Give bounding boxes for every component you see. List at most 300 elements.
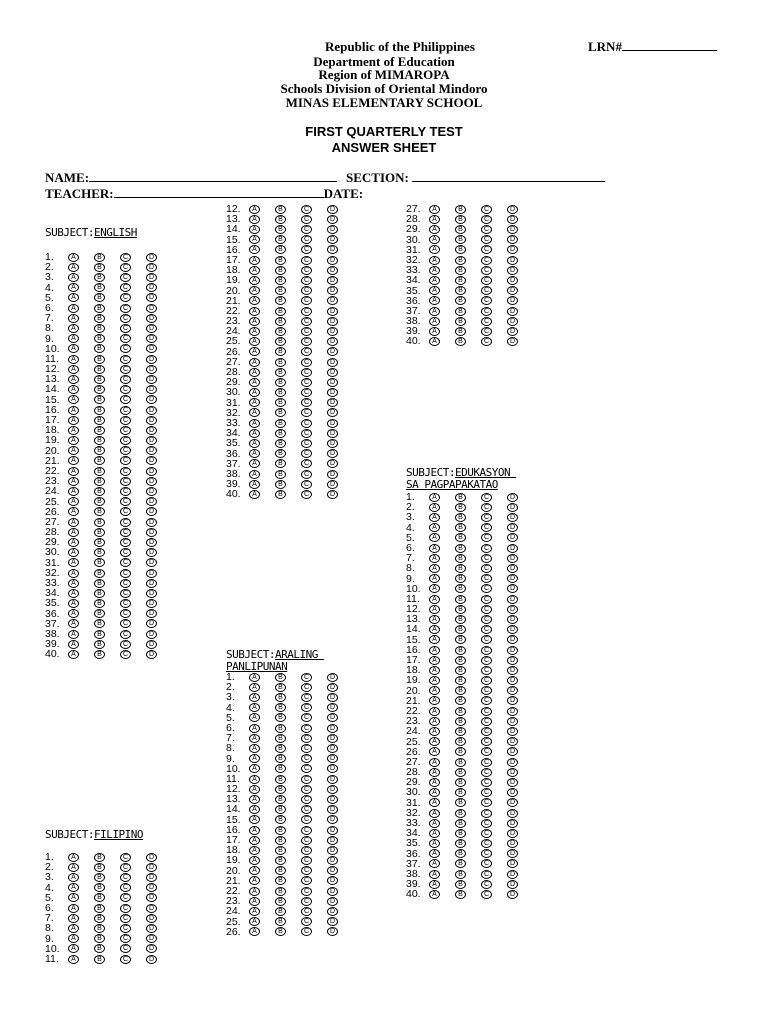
bubble-c[interactable]: C (301, 225, 312, 234)
bubble-a[interactable]: A (68, 487, 79, 496)
bubble-b[interactable]: B (275, 775, 286, 784)
bubble-c[interactable]: C (481, 737, 492, 746)
bubble-d[interactable]: D (507, 235, 518, 244)
bubble-b[interactable]: B (94, 344, 105, 353)
bubble-b[interactable]: B (455, 245, 466, 254)
bubble-b[interactable]: B (275, 744, 286, 753)
bubble-c[interactable]: C (120, 934, 131, 943)
bubble-b[interactable]: B (455, 890, 466, 899)
bubble-b[interactable]: B (94, 924, 105, 933)
bubble-d[interactable]: D (327, 256, 338, 265)
bubble-a[interactable]: A (249, 917, 260, 926)
bubble-d[interactable]: D (146, 548, 157, 557)
bubble-a[interactable]: A (429, 256, 440, 265)
bubble-c[interactable]: C (301, 480, 312, 489)
bubble-b[interactable]: B (275, 408, 286, 417)
bubble-d[interactable]: D (146, 456, 157, 465)
bubble-d[interactable]: D (146, 273, 157, 282)
bubble-b[interactable]: B (275, 398, 286, 407)
bubble-d[interactable]: D (146, 883, 157, 892)
bubble-b[interactable]: B (94, 375, 105, 384)
bubble-a[interactable]: A (249, 683, 260, 692)
bubble-c[interactable]: C (481, 605, 492, 614)
bubble-a[interactable]: A (429, 686, 440, 695)
bubble-c[interactable]: C (481, 266, 492, 275)
bubble-c[interactable]: C (481, 666, 492, 675)
bubble-a[interactable]: A (429, 327, 440, 336)
bubble-b[interactable]: B (455, 605, 466, 614)
bubble-c[interactable]: C (481, 493, 492, 502)
bubble-c[interactable]: C (481, 513, 492, 522)
bubble-a[interactable]: A (68, 640, 79, 649)
bubble-a[interactable]: A (249, 927, 260, 936)
bubble-c[interactable]: C (481, 768, 492, 777)
bubble-d[interactable]: D (507, 503, 518, 512)
bubble-a[interactable]: A (249, 805, 260, 814)
bubble-c[interactable]: C (120, 477, 131, 486)
bubble-a[interactable]: A (249, 856, 260, 865)
bubble-a[interactable]: A (249, 235, 260, 244)
bubble-a[interactable]: A (68, 609, 79, 618)
bubble-b[interactable]: B (275, 724, 286, 733)
bubble-a[interactable]: A (429, 266, 440, 275)
bubble-c[interactable]: C (481, 798, 492, 807)
bubble-a[interactable]: A (68, 538, 79, 547)
bubble-d[interactable]: D (327, 337, 338, 346)
bubble-b[interactable]: B (94, 599, 105, 608)
bubble-d[interactable]: D (507, 533, 518, 542)
bubble-a[interactable]: A (429, 225, 440, 234)
bubble-b[interactable]: B (94, 355, 105, 364)
bubble-d[interactable]: D (327, 470, 338, 479)
bubble-d[interactable]: D (507, 768, 518, 777)
bubble-b[interactable]: B (94, 548, 105, 557)
bubble-a[interactable]: A (68, 944, 79, 953)
bubble-b[interactable]: B (455, 778, 466, 787)
bubble-a[interactable]: A (429, 859, 440, 868)
bubble-b[interactable]: B (455, 646, 466, 655)
bubble-a[interactable]: A (68, 324, 79, 333)
bubble-a[interactable]: A (249, 245, 260, 254)
bubble-d[interactable]: D (146, 385, 157, 394)
bubble-a[interactable]: A (249, 429, 260, 438)
bubble-a[interactable]: A (429, 337, 440, 346)
bubble-b[interactable]: B (455, 758, 466, 767)
bubble-b[interactable]: B (275, 470, 286, 479)
bubble-b[interactable]: B (455, 859, 466, 868)
bubble-b[interactable]: B (275, 449, 286, 458)
bubble-a[interactable]: A (68, 497, 79, 506)
bubble-b[interactable]: B (455, 544, 466, 553)
bubble-c[interactable]: C (301, 347, 312, 356)
bubble-b[interactable]: B (275, 245, 286, 254)
bubble-b[interactable]: B (94, 436, 105, 445)
bubble-a[interactable]: A (249, 866, 260, 875)
bubble-b[interactable]: B (455, 717, 466, 726)
bubble-d[interactable]: D (507, 337, 518, 346)
bubble-d[interactable]: D (507, 839, 518, 848)
bubble-c[interactable]: C (301, 805, 312, 814)
bubble-b[interactable]: B (455, 747, 466, 756)
bubble-c[interactable]: C (481, 544, 492, 553)
bubble-c[interactable]: C (301, 439, 312, 448)
bubble-d[interactable]: D (507, 696, 518, 705)
bubble-d[interactable]: D (146, 477, 157, 486)
bubble-c[interactable]: C (120, 924, 131, 933)
bubble-a[interactable]: A (249, 876, 260, 885)
bubble-d[interactable]: D (327, 490, 338, 499)
bubble-c[interactable]: C (481, 646, 492, 655)
bubble-d[interactable]: D (146, 334, 157, 343)
bubble-d[interactable]: D (327, 703, 338, 712)
bubble-b[interactable]: B (455, 656, 466, 665)
bubble-d[interactable]: D (327, 245, 338, 254)
bubble-a[interactable]: A (249, 734, 260, 743)
bubble-c[interactable]: C (481, 574, 492, 583)
bubble-d[interactable]: D (327, 235, 338, 244)
bubble-c[interactable]: C (120, 640, 131, 649)
bubble-c[interactable]: C (120, 873, 131, 882)
bubble-c[interactable]: C (301, 826, 312, 835)
bubble-c[interactable]: C (301, 724, 312, 733)
bubble-b[interactable]: B (455, 296, 466, 305)
bubble-c[interactable]: C (301, 744, 312, 753)
bubble-a[interactable]: A (249, 887, 260, 896)
bubble-b[interactable]: B (94, 914, 105, 923)
bubble-d[interactable]: D (507, 880, 518, 889)
bubble-c[interactable]: C (120, 446, 131, 455)
bubble-a[interactable]: A (68, 293, 79, 302)
bubble-d[interactable]: D (507, 890, 518, 899)
bubble-d[interactable]: D (327, 856, 338, 865)
bubble-d[interactable]: D (327, 408, 338, 417)
bubble-a[interactable]: A (429, 870, 440, 879)
bubble-a[interactable]: A (249, 724, 260, 733)
bubble-a[interactable]: A (429, 286, 440, 295)
bubble-a[interactable]: A (249, 815, 260, 824)
bubble-c[interactable]: C (120, 558, 131, 567)
bubble-c[interactable]: C (120, 528, 131, 537)
bubble-a[interactable]: A (429, 727, 440, 736)
bubble-c[interactable]: C (301, 713, 312, 722)
bubble-b[interactable]: B (275, 887, 286, 896)
bubble-a[interactable]: A (429, 798, 440, 807)
bubble-a[interactable]: A (429, 707, 440, 716)
bubble-d[interactable]: D (327, 887, 338, 896)
bubble-c[interactable]: C (481, 533, 492, 542)
bubble-b[interactable]: B (455, 225, 466, 234)
bubble-a[interactable]: A (68, 263, 79, 272)
bubble-d[interactable]: D (327, 266, 338, 275)
bubble-b[interactable]: B (455, 849, 466, 858)
bubble-c[interactable]: C (120, 365, 131, 374)
bubble-a[interactable]: A (429, 849, 440, 858)
bubble-c[interactable]: C (120, 609, 131, 618)
bubble-d[interactable]: D (146, 436, 157, 445)
bubble-d[interactable]: D (507, 686, 518, 695)
bubble-c[interactable]: C (481, 625, 492, 634)
bubble-a[interactable]: A (429, 564, 440, 573)
bubble-b[interactable]: B (275, 815, 286, 824)
bubble-c[interactable]: C (481, 747, 492, 756)
bubble-c[interactable]: C (120, 253, 131, 262)
bubble-b[interactable]: B (94, 863, 105, 872)
bubble-a[interactable]: A (68, 385, 79, 394)
bubble-c[interactable]: C (120, 883, 131, 892)
bubble-a[interactable]: A (249, 846, 260, 855)
bubble-d[interactable]: D (327, 480, 338, 489)
bubble-c[interactable]: C (301, 378, 312, 387)
bubble-a[interactable]: A (249, 408, 260, 417)
bubble-a[interactable]: A (429, 584, 440, 593)
bubble-c[interactable]: C (481, 245, 492, 254)
bubble-a[interactable]: A (249, 795, 260, 804)
bubble-d[interactable]: D (327, 419, 338, 428)
bubble-a[interactable]: A (68, 873, 79, 882)
bubble-b[interactable]: B (94, 477, 105, 486)
bubble-c[interactable]: C (301, 205, 312, 214)
bubble-b[interactable]: B (455, 870, 466, 879)
bubble-c[interactable]: C (120, 283, 131, 292)
bubble-d[interactable]: D (327, 754, 338, 763)
bubble-b[interactable]: B (94, 416, 105, 425)
bubble-a[interactable]: A (249, 744, 260, 753)
bubble-b[interactable]: B (455, 327, 466, 336)
bubble-a[interactable]: A (429, 276, 440, 285)
bubble-a[interactable]: A (249, 398, 260, 407)
bubble-d[interactable]: D (327, 775, 338, 784)
bubble-d[interactable]: D (146, 395, 157, 404)
bubble-d[interactable]: D (146, 263, 157, 272)
bubble-d[interactable]: D (146, 426, 157, 435)
bubble-a[interactable]: A (429, 307, 440, 316)
bubble-d[interactable]: D (507, 256, 518, 265)
bubble-a[interactable]: A (429, 747, 440, 756)
bubble-c[interactable]: C (481, 727, 492, 736)
bubble-d[interactable]: D (146, 528, 157, 537)
bubble-a[interactable]: A (429, 544, 440, 553)
bubble-a[interactable]: A (429, 839, 440, 848)
bubble-d[interactable]: D (507, 615, 518, 624)
bubble-b[interactable]: B (455, 503, 466, 512)
bubble-b[interactable]: B (275, 683, 286, 692)
bubble-a[interactable]: A (68, 630, 79, 639)
bubble-d[interactable]: D (507, 564, 518, 573)
bubble-d[interactable]: D (327, 917, 338, 926)
bubble-d[interactable]: D (146, 619, 157, 628)
bubble-b[interactable]: B (275, 337, 286, 346)
bubble-c[interactable]: C (481, 276, 492, 285)
bubble-c[interactable]: C (120, 863, 131, 872)
bubble-a[interactable]: A (429, 554, 440, 563)
bubble-d[interactable]: D (146, 467, 157, 476)
bubble-c[interactable]: C (120, 518, 131, 527)
bubble-d[interactable]: D (507, 513, 518, 522)
bubble-d[interactable]: D (507, 523, 518, 532)
bubble-a[interactable]: A (249, 276, 260, 285)
bubble-c[interactable]: C (120, 904, 131, 913)
bubble-b[interactable]: B (94, 873, 105, 882)
bubble-b[interactable]: B (94, 283, 105, 292)
bubble-a[interactable]: A (68, 253, 79, 262)
bubble-a[interactable]: A (68, 955, 79, 964)
bubble-a[interactable]: A (429, 615, 440, 624)
bubble-b[interactable]: B (455, 615, 466, 624)
bubble-c[interactable]: C (481, 717, 492, 726)
bubble-b[interactable]: B (275, 378, 286, 387)
bubble-a[interactable]: A (249, 713, 260, 722)
bubble-c[interactable]: C (481, 205, 492, 214)
bubble-d[interactable]: D (507, 554, 518, 563)
bubble-b[interactable]: B (275, 927, 286, 936)
bubble-a[interactable]: A (68, 507, 79, 516)
bubble-c[interactable]: C (120, 334, 131, 343)
bubble-d[interactable]: D (146, 944, 157, 953)
bubble-a[interactable]: A (68, 436, 79, 445)
bubble-c[interactable]: C (120, 263, 131, 272)
bubble-c[interactable]: C (481, 839, 492, 848)
bubble-c[interactable]: C (481, 584, 492, 593)
bubble-b[interactable]: B (275, 826, 286, 835)
bubble-c[interactable]: C (481, 890, 492, 899)
bubble-a[interactable]: A (68, 334, 79, 343)
bubble-c[interactable]: C (301, 296, 312, 305)
bubble-c[interactable]: C (301, 836, 312, 845)
bubble-c[interactable]: C (301, 897, 312, 906)
bubble-b[interactable]: B (455, 798, 466, 807)
bubble-b[interactable]: B (275, 439, 286, 448)
bubble-d[interactable]: D (146, 324, 157, 333)
bubble-c[interactable]: C (481, 595, 492, 604)
bubble-d[interactable]: D (327, 225, 338, 234)
bubble-c[interactable]: C (481, 235, 492, 244)
bubble-c[interactable]: C (120, 579, 131, 588)
bubble-c[interactable]: C (481, 307, 492, 316)
bubble-b[interactable]: B (455, 564, 466, 573)
bubble-b[interactable]: B (455, 266, 466, 275)
bubble-b[interactable]: B (94, 904, 105, 913)
bubble-b[interactable]: B (455, 696, 466, 705)
bubble-d[interactable]: D (327, 764, 338, 773)
bubble-d[interactable]: D (327, 826, 338, 835)
bubble-b[interactable]: B (455, 768, 466, 777)
bubble-b[interactable]: B (94, 497, 105, 506)
bubble-b[interactable]: B (455, 819, 466, 828)
bubble-a[interactable]: A (249, 378, 260, 387)
bubble-d[interactable]: D (507, 286, 518, 295)
bubble-d[interactable]: D (146, 893, 157, 902)
bubble-c[interactable]: C (301, 235, 312, 244)
bubble-b[interactable]: B (275, 429, 286, 438)
bubble-d[interactable]: D (327, 388, 338, 397)
bubble-b[interactable]: B (275, 225, 286, 234)
bubble-b[interactable]: B (275, 673, 286, 682)
bubble-c[interactable]: C (301, 927, 312, 936)
bubble-b[interactable]: B (94, 324, 105, 333)
bubble-b[interactable]: B (275, 215, 286, 224)
bubble-a[interactable]: A (68, 477, 79, 486)
bubble-a[interactable]: A (429, 778, 440, 787)
bubble-c[interactable]: C (301, 286, 312, 295)
bubble-d[interactable]: D (327, 734, 338, 743)
bubble-c[interactable]: C (481, 327, 492, 336)
bubble-b[interactable]: B (455, 635, 466, 644)
bubble-c[interactable]: C (301, 429, 312, 438)
bubble-c[interactable]: C (120, 406, 131, 415)
bubble-c[interactable]: C (301, 459, 312, 468)
bubble-c[interactable]: C (301, 866, 312, 875)
bubble-a[interactable]: A (249, 775, 260, 784)
bubble-d[interactable]: D (146, 650, 157, 659)
bubble-a[interactable]: A (68, 579, 79, 588)
bubble-c[interactable]: C (120, 314, 131, 323)
bubble-b[interactable]: B (455, 829, 466, 838)
bubble-d[interactable]: D (146, 497, 157, 506)
bubble-c[interactable]: C (301, 307, 312, 316)
bubble-d[interactable]: D (146, 863, 157, 872)
bubble-c[interactable]: C (301, 470, 312, 479)
bubble-c[interactable]: C (120, 589, 131, 598)
bubble-b[interactable]: B (275, 358, 286, 367)
bubble-b[interactable]: B (94, 853, 105, 862)
bubble-c[interactable]: C (120, 487, 131, 496)
bubble-a[interactable]: A (68, 395, 79, 404)
bubble-b[interactable]: B (94, 528, 105, 537)
bubble-d[interactable]: D (146, 955, 157, 964)
bubble-a[interactable]: A (249, 307, 260, 316)
bubble-c[interactable]: C (120, 599, 131, 608)
bubble-a[interactable]: A (68, 853, 79, 862)
bubble-d[interactable]: D (507, 849, 518, 858)
bubble-b[interactable]: B (94, 456, 105, 465)
bubble-b[interactable]: B (275, 795, 286, 804)
bubble-a[interactable]: A (429, 605, 440, 614)
bubble-c[interactable]: C (481, 819, 492, 828)
bubble-a[interactable]: A (429, 493, 440, 502)
bubble-a[interactable]: A (68, 365, 79, 374)
bubble-d[interactable]: D (327, 327, 338, 336)
bubble-c[interactable]: C (301, 419, 312, 428)
bubble-c[interactable]: C (120, 853, 131, 862)
bubble-d[interactable]: D (327, 205, 338, 214)
bubble-d[interactable]: D (327, 866, 338, 875)
bubble-b[interactable]: B (94, 273, 105, 282)
bubble-b[interactable]: B (275, 876, 286, 885)
bubble-d[interactable]: D (507, 676, 518, 685)
bubble-a[interactable]: A (68, 934, 79, 943)
bubble-a[interactable]: A (68, 914, 79, 923)
bubble-b[interactable]: B (455, 554, 466, 563)
bubble-d[interactable]: D (327, 378, 338, 387)
bubble-b[interactable]: B (275, 347, 286, 356)
bubble-b[interactable]: B (94, 619, 105, 628)
bubble-d[interactable]: D (327, 744, 338, 753)
bubble-b[interactable]: B (455, 625, 466, 634)
bubble-d[interactable]: D (146, 569, 157, 578)
bubble-b[interactable]: B (455, 533, 466, 542)
bubble-b[interactable]: B (275, 846, 286, 855)
bubble-c[interactable]: C (301, 785, 312, 794)
bubble-b[interactable]: B (275, 235, 286, 244)
bubble-b[interactable]: B (94, 883, 105, 892)
bubble-a[interactable]: A (429, 656, 440, 665)
bubble-d[interactable]: D (327, 846, 338, 855)
bubble-b[interactable]: B (275, 266, 286, 275)
bubble-d[interactable]: D (146, 853, 157, 862)
bubble-d[interactable]: D (146, 365, 157, 374)
bubble-d[interactable]: D (327, 307, 338, 316)
bubble-c[interactable]: C (301, 703, 312, 712)
